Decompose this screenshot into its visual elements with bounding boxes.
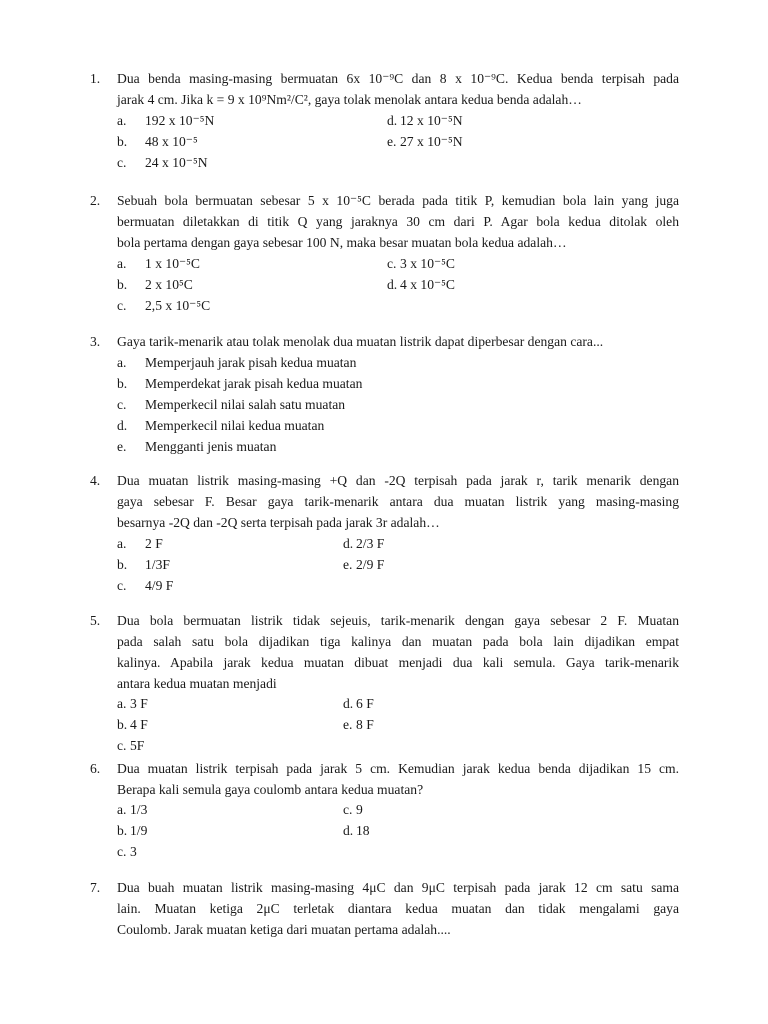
- option-text: 9: [356, 802, 363, 817]
- answer-option[interactable]: [117, 152, 367, 173]
- option-label: d.: [343, 696, 354, 711]
- option-label: a.: [117, 696, 127, 711]
- option-text: 2/9 F: [356, 557, 385, 572]
- question-text-line: bola pertama dengan gaya sebesar 100 N, maka besar muatan bola kedua adalah…: [117, 235, 567, 250]
- option-text: Mengganti jenis muatan: [145, 439, 277, 454]
- question-text-line: lain. Muatan ketiga 2μC terletak diantara kedua muatan dan tidak mengalami gaya: [117, 901, 679, 916]
- option-text: Memperkecil nilai salah satu muatan: [145, 397, 346, 412]
- answer-option[interactable]: [117, 295, 367, 316]
- question-text-line: Dua buah muatan listrik masing-masing 4μC dan 9μC terpisah pada jarak 12 cm satu sama: [117, 880, 679, 895]
- question-text-line: Dua benda masing-masing bermuatan 6x 10⁻⁹C dan 8 x 10⁻⁹C. Kedua benda terpisah pada: [117, 71, 679, 86]
- option-text: 2 F: [145, 536, 163, 551]
- answer-option[interactable]: [387, 274, 637, 295]
- question-text-line: Dua muatan listrik terpisah pada jarak 5 cm. Kemudian jarak kedua benda dijadikan 15 cm.: [117, 761, 679, 776]
- option-label: b.: [117, 557, 128, 572]
- question-text-line: jarak 4 cm. Jika k = 9 x 10⁹Nm²/C², gaya tolak menolak antara kedua benda adalah…: [117, 92, 582, 107]
- option-label: c.: [343, 802, 353, 817]
- option-label: b.: [117, 376, 128, 391]
- option-label: e.: [387, 134, 397, 149]
- option-text: 1/3: [130, 802, 148, 817]
- answer-option[interactable]: [343, 693, 593, 714]
- option-label: c.: [117, 155, 127, 170]
- question-number: 5.: [90, 613, 101, 628]
- option-label: e.: [343, 717, 353, 732]
- answer-option[interactable]: [117, 352, 367, 373]
- option-text: 4 F: [130, 717, 148, 732]
- question-number: 2.: [90, 193, 101, 208]
- answer-option[interactable]: [117, 714, 367, 735]
- answer-option[interactable]: [343, 533, 593, 554]
- answer-option[interactable]: [117, 533, 367, 554]
- question-text-line: Berapa kali semula gaya coulomb antara kedua muatan?: [117, 782, 424, 797]
- option-text: 48 x 10⁻⁵: [145, 134, 198, 149]
- answer-option[interactable]: [117, 131, 367, 152]
- option-text: 3 x 10⁻⁵C: [400, 256, 455, 271]
- option-text: 6 F: [356, 696, 374, 711]
- option-label: a.: [117, 256, 127, 271]
- answer-option[interactable]: [387, 131, 637, 152]
- option-label: e.: [117, 439, 127, 454]
- answer-option[interactable]: [387, 253, 637, 274]
- question-number: 4.: [90, 473, 101, 488]
- option-label: a.: [117, 802, 127, 817]
- question-number: 7.: [90, 880, 101, 895]
- answer-option[interactable]: [117, 415, 367, 436]
- option-text: 2,5 x 10⁻⁵C: [145, 298, 211, 313]
- question-text-line: Sebuah bola bermuatan sebesar 5 x 10⁻⁵C berada pada titik P, kemudian bola lain yang juga: [117, 193, 679, 208]
- question-number: 6.: [90, 761, 101, 776]
- option-text: 27 x 10⁻⁵N: [400, 134, 463, 149]
- answer-option[interactable]: [117, 436, 367, 457]
- answer-option[interactable]: [117, 394, 367, 415]
- option-text: 8 F: [356, 717, 374, 732]
- option-label: b.: [117, 134, 128, 149]
- question-text-line: Coulomb. Jarak muatan ketiga dari muatan pertama adalah....: [117, 922, 451, 937]
- option-text: 4 x 10⁻⁵C: [400, 277, 455, 292]
- question-number: 1.: [90, 71, 101, 86]
- option-label: b.: [117, 823, 128, 838]
- question-text-line: besarnya -2Q dan -2Q serta terpisah pada jarak 3r adalah…: [117, 515, 440, 530]
- option-text: 1 x 10⁻⁵C: [145, 256, 200, 271]
- option-label: d.: [343, 823, 354, 838]
- option-label: d.: [387, 277, 398, 292]
- answer-option[interactable]: [117, 841, 367, 862]
- option-label: a.: [117, 113, 127, 128]
- option-label: d.: [387, 113, 398, 128]
- option-label: c.: [117, 738, 127, 753]
- answer-option[interactable]: [117, 820, 367, 841]
- question-text-line: gaya sebesar F. Besar gaya tarik-menarik antara dua muatan listrik yang masing-masing: [117, 494, 679, 509]
- question-text-line: Dua bola bermuatan listrik tidak sejeuis, tarik-menarik dengan gaya sebesar 2 F. Muatan: [117, 613, 679, 628]
- option-text: 1/9: [130, 823, 148, 838]
- question-text-line: bermuatan diletakkan di titik Q yang jaraknya 30 cm dari P. Agar bola kedua ditolak oleh: [117, 214, 679, 229]
- option-label: a.: [117, 355, 127, 370]
- option-text: 18: [356, 823, 370, 838]
- option-label: d.: [117, 418, 128, 433]
- option-text: Memperdekat jarak pisah kedua muatan: [145, 376, 363, 391]
- option-label: c.: [117, 397, 127, 412]
- option-label: c.: [117, 578, 127, 593]
- option-text: 3: [130, 844, 137, 859]
- answer-option[interactable]: [343, 554, 593, 575]
- option-label: c.: [117, 844, 127, 859]
- option-text: 24 x 10⁻⁵N: [145, 155, 208, 170]
- option-label: e.: [343, 557, 353, 572]
- question-text-line: antara kedua muatan menjadi: [117, 676, 277, 691]
- answer-option[interactable]: [117, 575, 367, 596]
- question-text-line: kalinya. Apabila jarak kedua muatan dibuat menjadi dua kali semula. Gaya tarik-menarik: [117, 655, 679, 670]
- answer-option[interactable]: [387, 110, 637, 131]
- option-label: c.: [117, 298, 127, 313]
- answer-option[interactable]: [343, 820, 593, 841]
- option-label: d.: [343, 536, 354, 551]
- answer-option[interactable]: [117, 274, 367, 295]
- answer-option[interactable]: [343, 714, 593, 735]
- answer-option[interactable]: [117, 110, 367, 131]
- option-label: a.: [117, 536, 127, 551]
- option-text: Memperkecil nilai kedua muatan: [145, 418, 325, 433]
- question-number: 3.: [90, 334, 101, 349]
- answer-option[interactable]: [117, 693, 367, 714]
- option-text: 2 x 10⁵C: [145, 277, 193, 292]
- option-text: 3 F: [130, 696, 148, 711]
- answer-option[interactable]: [117, 373, 367, 394]
- option-label: b.: [117, 717, 128, 732]
- option-text: 5F: [130, 738, 145, 753]
- option-text: Memperjauh jarak pisah kedua muatan: [145, 355, 357, 370]
- option-label: b.: [117, 277, 128, 292]
- option-text: 192 x 10⁻⁵N: [145, 113, 215, 128]
- option-text: 2/3 F: [356, 536, 385, 551]
- answer-option[interactable]: [117, 554, 367, 575]
- option-text: 12 x 10⁻⁵N: [400, 113, 463, 128]
- question-text-line: Gaya tarik-menarik atau tolak menolak dua muatan listrik dapat diperbesar dengan cara...: [117, 334, 604, 349]
- answer-option[interactable]: [343, 799, 593, 820]
- answer-option[interactable]: [117, 799, 367, 820]
- question-text-line: Dua muatan listrik masing-masing +Q dan -2Q terpisah pada jarak r, tarik menarik dengan: [117, 473, 679, 488]
- question-text-line: pada salah satu bola dijadikan tiga kalinya dan muatan pada bola lain dijadikan empat: [117, 634, 679, 649]
- option-text: 1/3F: [145, 557, 170, 572]
- answer-option[interactable]: [117, 253, 367, 274]
- option-label: c.: [387, 256, 397, 271]
- answer-option[interactable]: [117, 735, 367, 756]
- option-text: 4/9 F: [145, 578, 174, 593]
